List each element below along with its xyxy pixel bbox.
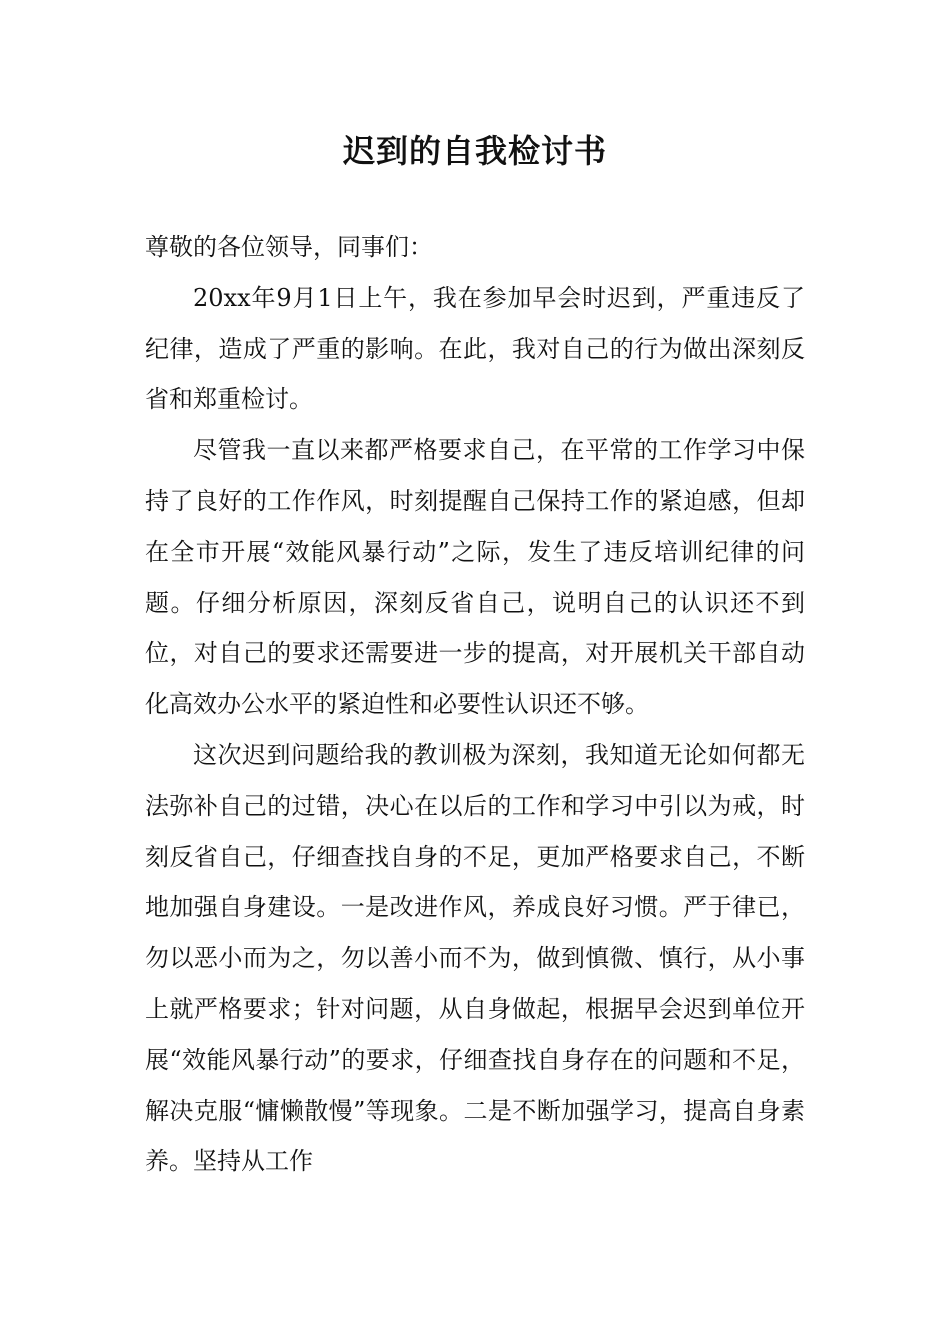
document-body xyxy=(145,222,805,1187)
paragraph-3: 这次迟到问题给我的教训极为深刻，我知道无论如何都无法弥补自己的过错，决心在以后的工作和学习中引以为戒，时刻反省自己，仔细查找自身的不足，更加严格要求自己，不断地加强自身建设。一是改进作风，养成良好习惯。严于律已，勿以恶小而为之，勿以善小而不为，做到慎微、慎行，从小事上就严格要求；针对问题，从自身做起，根据早会迟到单位开展“效能风暴行动”的要求，仔细查找自身存在的问题和不足，解决克服“慵懒散慢”等现象。二是不断加强学习，提高自身素养。坚持从工作 xyxy=(145,740,805,1176)
document-title: 迟到的自我检讨书 xyxy=(342,132,607,170)
salutation: 尊敬的各位领导，同事们： xyxy=(145,233,433,261)
paragraph-1: 20xx年9月1日上午，我在参加早会时迟到，严重违反了纪律，造成了严重的影响。在此，我对自己的行为做出深刻反省和郑重检讨。 xyxy=(145,283,805,414)
paragraph-2: 尽管我一直以来都严格要求自己，在平常的工作学习中保持了良好的工作作风，时刻提醒自己保持工作的紧迫感，但却在全市开展“效能风暴行动”之际，发生了违反培训纪律的问题。仔细分析原因，深刻反省自己，说明自己的认识还不到位，对自己的要求还需要进一步的提高，对开展机关干部自动化高效办公水平的紧迫性和必要性认识还不够。 xyxy=(145,436,805,719)
